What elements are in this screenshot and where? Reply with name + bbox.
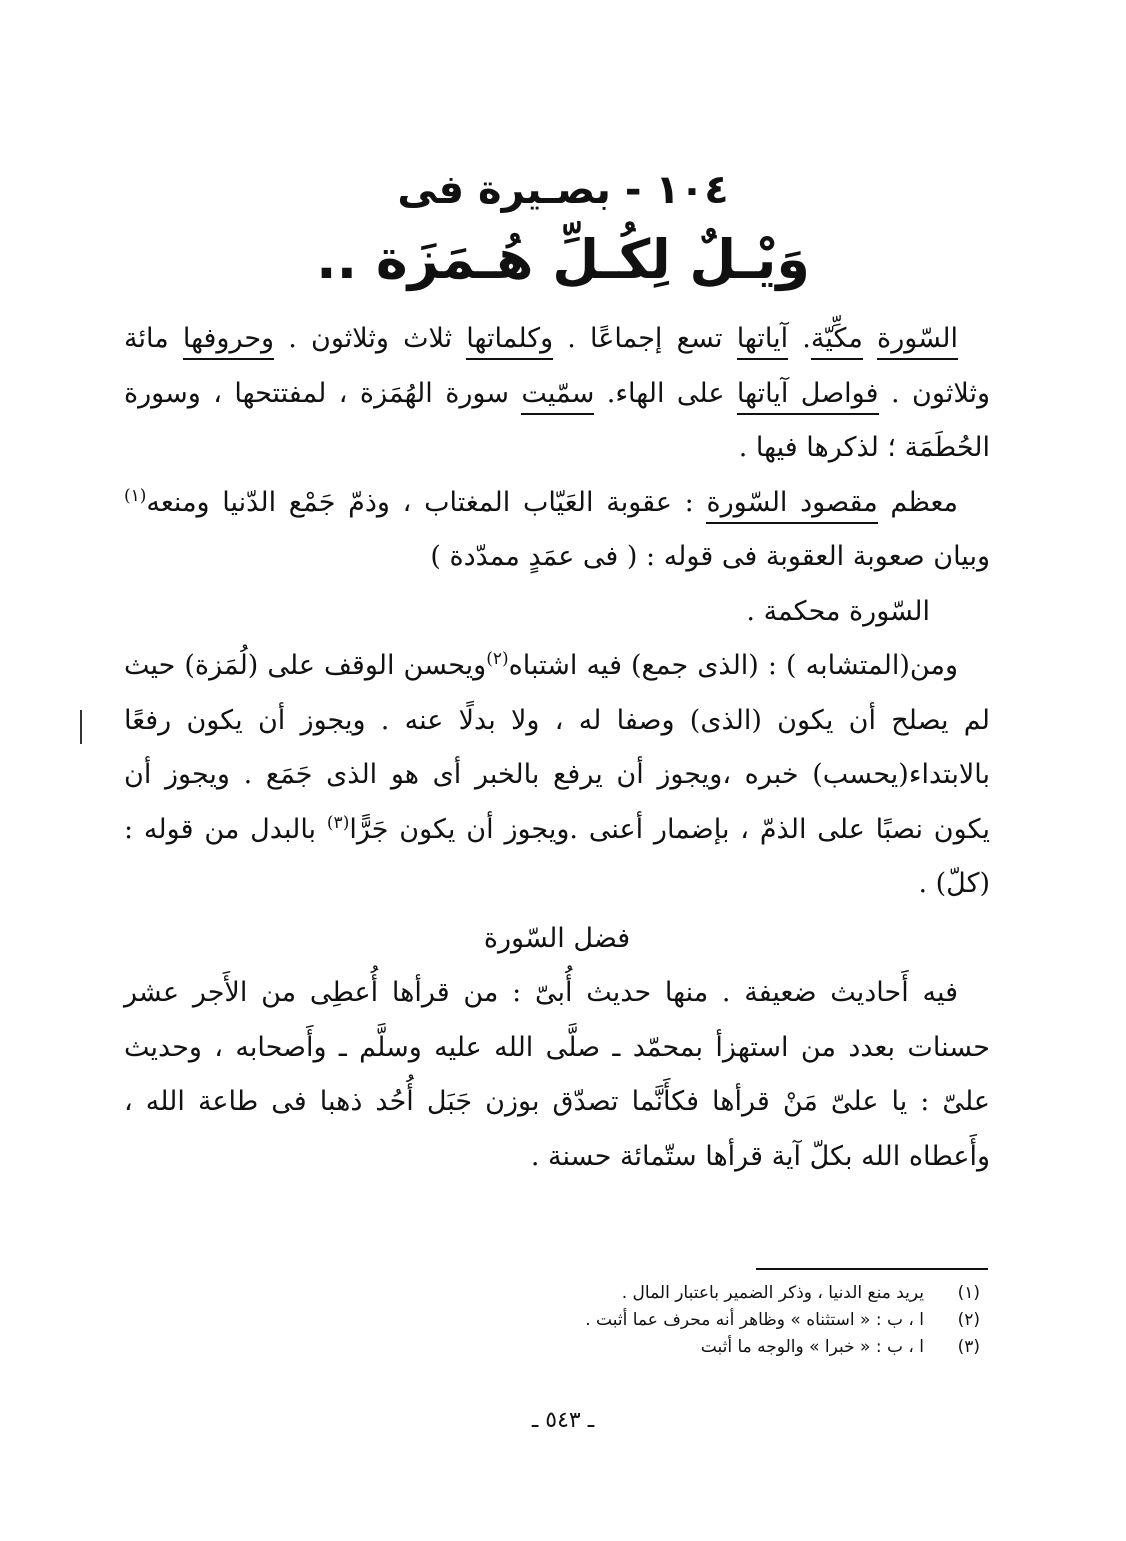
- chapter-number-heading: ١٠٤ - بصـيرة فى: [397, 167, 729, 213]
- main-text: [124, 312, 990, 1184]
- paragraph-surah-info: [124, 312, 990, 476]
- text-span: ثلاث وثلاثون .: [274, 323, 467, 354]
- text-span: بالبدل من قوله : (كلّ) .: [124, 813, 990, 899]
- text-span: مائة وثلاثون .: [124, 323, 990, 409]
- underlined-term: وحروفها: [183, 323, 274, 360]
- paragraph-purpose: [124, 476, 990, 585]
- text-span: معظم: [877, 486, 958, 518]
- underlined-term: وكلماتها: [466, 323, 553, 360]
- footnote-divider: [756, 1268, 988, 1270]
- text-span: .: [788, 323, 811, 354]
- underlined-term: السّورة: [877, 323, 958, 360]
- footnote-item: [380, 1334, 980, 1361]
- underlined-term: مكِّيّة: [811, 323, 863, 360]
- footnote-text: يريد منع الدنيا ، وذكر الضمير باعتبار المال .: [621, 1283, 924, 1303]
- underlined-term: فواصل آياتها: [737, 378, 879, 415]
- underlined-term: مقصود السّورة: [706, 487, 877, 524]
- text-span: وبيان صعوبة العقوبة فى قوله : ( فى عمَدٍ ممدّدة ): [430, 541, 990, 572]
- footnote-number: (٢): [957, 1310, 980, 1330]
- margin-mark: [80, 710, 82, 744]
- footnote-text: ا ، ب : « استثناه » وظاهر أنه محرف عما أثبت .: [585, 1310, 924, 1330]
- footnote-number: (١): [957, 1283, 980, 1303]
- footnote-item: [380, 1280, 980, 1307]
- paragraph-muhkam: السّورة محكمة .: [746, 595, 930, 627]
- text-span: تسع إجماعًا .: [553, 323, 737, 354]
- text-span: ويحسن الوقف على (لُمَزة) حيث لم يصلح أن يكون (الذى) وصفا له ، ولا بدلًا عنه . ويجوز أن يكون رفعًا بالابتداء(يحسب) خبره ،ويجوز أن يرفع بالخبر أى هو الذى جَمَع . ويجوز أن يكون نصبًا على الذمّ ، بإضمار أعنى .ويجوز أن يكون جَرًّا: [124, 650, 990, 845]
- text-span: ومن(المتشابه ) : (الذى جمع) فيه اشتباه: [508, 650, 958, 681]
- text-span: على الهاء.: [594, 377, 737, 409]
- paragraph-virtue: فيه أَحاديث ضعيفة . منها حديث أُبىّ : من قرأها أُعطِى من الأَجر عشر حسنات بعدد من استهزأ بمحمّد ـ صلَّى الله عليه وسلَّم ـ وأَصحابه ، وحديث علىّ : يا علىّ مَنْ قرأها فكأَنَّما تصدّق بوزن جَبَل أُحُد ذهبا فى طاعة الله ، وأَعطاه الله بكلّ آية قرأها ستّمائة حسنة .: [124, 977, 990, 1172]
- section-title: فضل السّورة: [483, 922, 631, 954]
- underlined-term: سمّيت: [521, 378, 594, 415]
- footnote-number: (٣): [957, 1337, 980, 1357]
- footnote-reference: (٣): [326, 812, 350, 833]
- text-span: [863, 323, 877, 354]
- paragraph-mutashabih: [124, 639, 990, 912]
- footnote-reference: (٢): [486, 649, 509, 669]
- chapter-title-heading: وَيْـلٌ لِكُـلِّ هُـمَزَة ..: [316, 228, 810, 291]
- underlined-term: آياتها: [737, 323, 788, 360]
- page-number: ـ ٥٤٣ ـ: [531, 1408, 595, 1433]
- footnotes: [380, 1280, 980, 1361]
- footnote-reference: (١): [124, 485, 147, 506]
- footnote-item: [380, 1307, 980, 1334]
- text-span: سورة الهُمَزة ، لمفتتحها ، وسورة الحُطَمَة ؛ لذكرها فيها .: [124, 377, 990, 463]
- footnote-text: ا ، ب : « خبرا » والوجه ما أثبت: [700, 1337, 924, 1357]
- text-span: : عقوبة العَيّاب المغتاب ، وذمّ جَمْع الدّنيا ومنعه: [146, 486, 707, 518]
